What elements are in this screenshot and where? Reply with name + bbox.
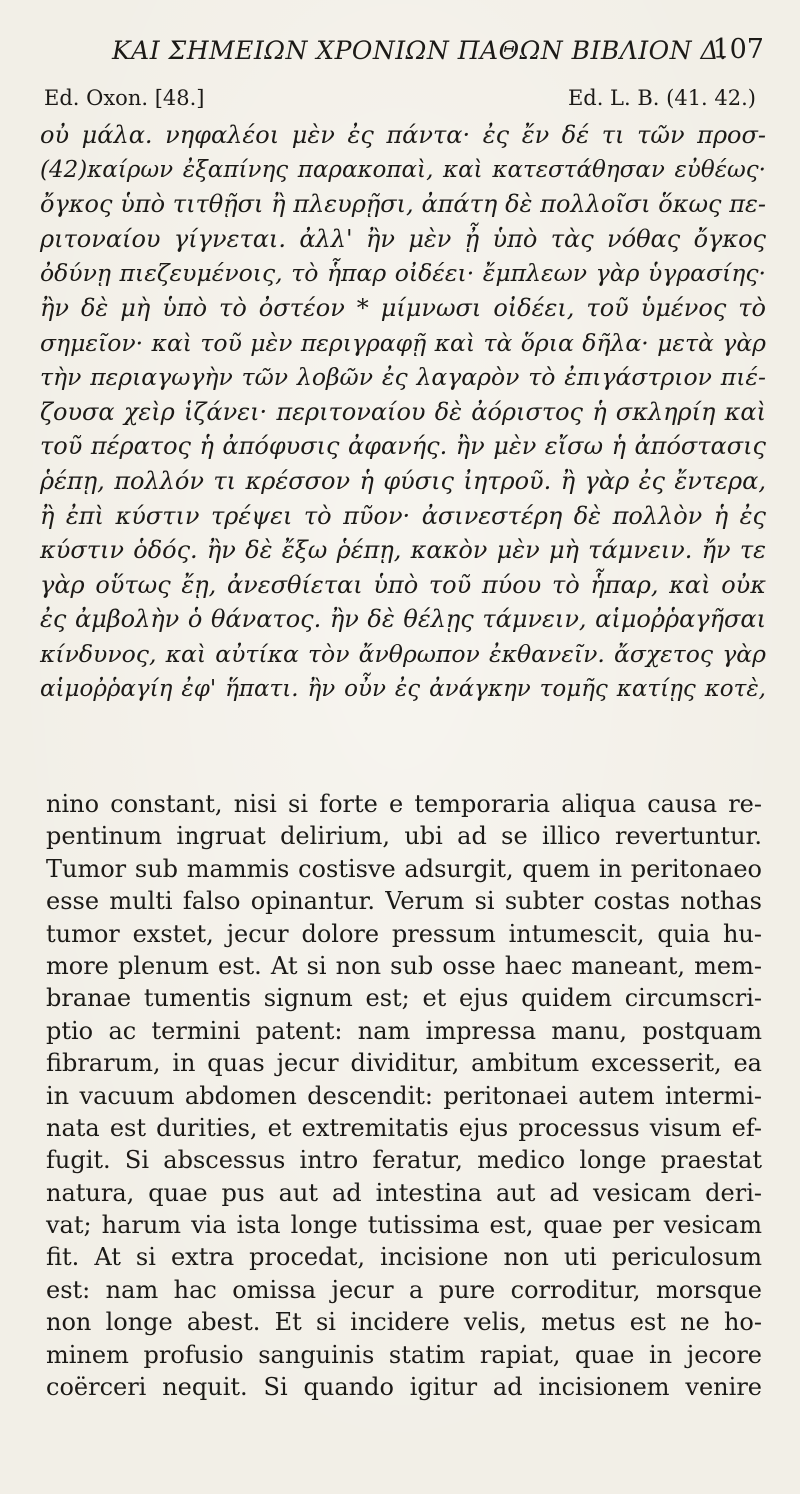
greek-line: ὀδύνῃ πιεζευμένοις, τὸ ἧπαρ οἰδέει· ἔμπλεων γὰρ ὑγρασίης· bbox=[40, 259, 766, 288]
latin-line: vat; harum via ista longe tutissima est, quae per vesicam bbox=[46, 1211, 762, 1240]
latin-line: nino constant, nisi si forte e temporaria aliqua causa re- bbox=[46, 790, 762, 818]
greek-line: ζουσα χεὶρ ἱζάνει· περιτοναίου δὲ ἀόριστος ἡ σκληρίη καὶ bbox=[40, 397, 766, 426]
latin-line: fit. At si extra procedat, incisione non uti periculosum bbox=[46, 1243, 762, 1272]
edition-references bbox=[44, 86, 756, 116]
greek-line: τὴν περιαγωγὴν τῶν λοβῶν ἐς λαγαρὸν τὸ ἐπιγάστριον πιέ- bbox=[40, 363, 766, 392]
latin-line: pentinum ingruat delirium, ubi ad se illico revertuntur. bbox=[46, 822, 762, 851]
greek-line: οὐ μάλα. νηφαλέοι μὲν ἐς πάντα· ἐς ἔν δέ τι τῶν προσ- bbox=[40, 121, 766, 149]
latin-line: Tumor sub mammis costisve adsurgit, quem in peritonaeo bbox=[46, 854, 762, 883]
greek-line: τοῦ πέρατος ἡ ἀπόφυσις ἀφανής. ἢν μὲν εἴσω ἡ ἀπόστασις bbox=[40, 432, 766, 461]
greek-line: ριτοναίου γίγνεται. ἀλλ' ἢν μὲν ᾖ ὑπὸ τὰς νόθας ὄγκος bbox=[40, 224, 766, 253]
latin-line: minem profusio sanguinis statim rapiat, quae in jecore bbox=[46, 1340, 762, 1369]
latin-line: in vacuum abdomen descendit: peritonaei autem intermi- bbox=[46, 1081, 762, 1110]
edition-reference-lb: Ed. L. B. (41. 42.) bbox=[567, 86, 756, 110]
greek-line: κίνδυνος, καὶ αὐτίκα τὸν ἄνθρωπον ἐκθανεῖν. ἄσχετος γὰρ bbox=[40, 639, 766, 668]
latin-line: fibrarum, in quas jecur dividitur, ambitum excesserit, ea bbox=[46, 1049, 762, 1078]
edition-reference-oxon: Ed. Oxon. [48.] bbox=[44, 86, 205, 110]
greek-line: ῥέπῃ, πολλόν τι κρέσσον ἡ φύσις ἰητροῦ. ἢ γὰρ ἐς ἔντερα, bbox=[40, 466, 766, 495]
latin-line: est: nam hac omissa jecur a pure corroditur, morsque bbox=[46, 1275, 762, 1304]
greek-line: ὄγκος ὑπὸ τιτθῇσι ἢ πλευρῇσι, ἀπάτη δὲ πολλοῖσι ὅκως πε- bbox=[40, 190, 766, 219]
greek-line: ἢν δὲ μὴ ὑπὸ τὸ ὀστέον * μίμνωσι οἰδέει, τοῦ ὑμένος τὸ bbox=[40, 293, 766, 322]
latin-line: more plenum est. At si non sub osse haec maneant, mem- bbox=[46, 951, 762, 980]
latin-line: non longe abest. Et si incidere velis, metus est ne ho- bbox=[46, 1308, 762, 1337]
page-number: 107 bbox=[712, 34, 764, 65]
latin-line: natura, quae pus aut ad intestina aut ad vesicam deri- bbox=[46, 1178, 762, 1207]
page-header bbox=[40, 34, 770, 74]
greek-line: (42)καίρων ἐξαπίνης παρακοπαὶ, καὶ κατεστάθησαν εὐθέως· bbox=[40, 156, 766, 183]
latin-line: esse multi falso opinantur. Verum si subter costas nothas bbox=[46, 887, 762, 916]
greek-line: ἐς ἀμβολὴν ὁ θάνατος. ἢν δὲ θέλῃς τάμνειν, αἱμοῤῥαγῆσαι bbox=[40, 605, 766, 634]
greek-line: κύστιν ὁδός. ἢν δὲ ἔξω ῥέπῃ, κακὸν μὲν μὴ τάμνειν. ἤν τε bbox=[40, 536, 766, 565]
latin-line: branae tumentis signum est; et ejus quidem circumscri- bbox=[46, 984, 762, 1013]
latin-line: nata est durities, et extremitatis ejus processus visum ef- bbox=[46, 1113, 762, 1142]
latin-line: tumor exstet, jecur dolore pressum intumescit, quia hu- bbox=[46, 919, 762, 948]
greek-line: σημεῖον· καὶ τοῦ μὲν περιγραφῇ καὶ τὰ ὅρια δῆλα· μετὰ γὰρ bbox=[40, 328, 766, 357]
latin-line: coërceri nequit. Si quando igitur ad incisionem venire bbox=[46, 1373, 762, 1402]
latin-text-block bbox=[46, 788, 762, 1403]
latin-line: ptio ac termini patent: nam impressa manu, postquam bbox=[46, 1016, 762, 1045]
greek-line: γὰρ οὕτως ἔῃ, ἀνεσθίεται ὑπὸ τοῦ πύου τὸ ἧπαρ, καὶ οὐκ bbox=[40, 570, 766, 599]
greek-text-block bbox=[40, 118, 766, 706]
running-title: ΚΑΙ ΣΗΜΕΙΩΝ ΧΡΟΝΙΩΝ ΠΑΘΩΝ ΒΙΒΛΙΟΝ Δ. bbox=[112, 36, 728, 65]
greek-line: αἱμοῤῥαγίη ἐφ' ἥπατι. ἢν οὖν ἐς ἀνάγκην τομῆς κατίῃς κοτὲ, bbox=[40, 675, 766, 702]
greek-line: ἢ ἐπὶ κύστιν τρέψει τὸ πῦον· ἀσινεστέρη δὲ πολλὸν ἡ ἐς bbox=[40, 501, 766, 530]
latin-line: fugit. Si abscessus intro feratur, medico longe praestat bbox=[46, 1146, 762, 1175]
